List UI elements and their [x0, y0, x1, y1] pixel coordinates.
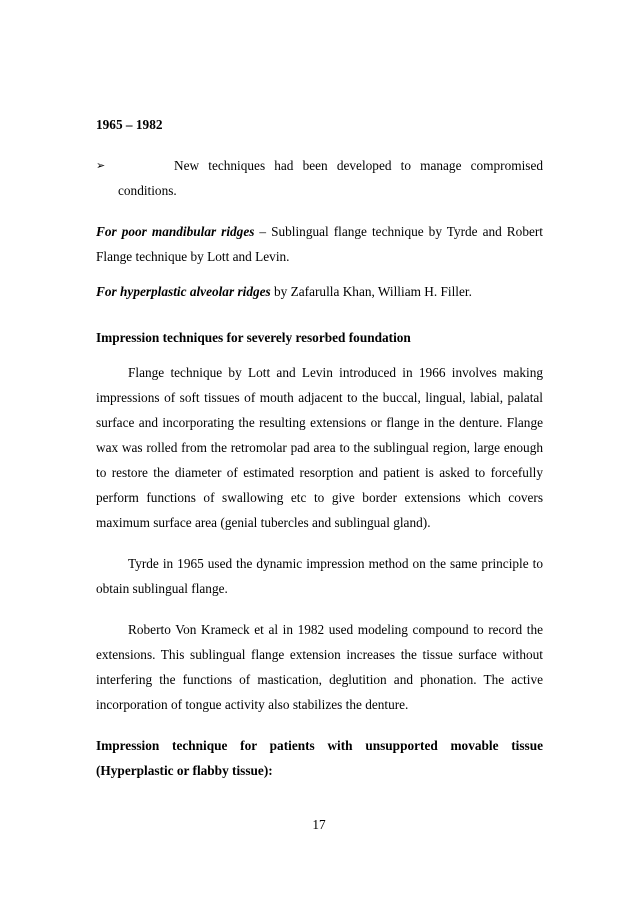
section-heading-unsupported: Impression technique for patients with unsupported movable tissue (Hyperplastic or flabby tissue):	[96, 738, 543, 778]
bullet-text: New techniques had been developed to manage compromised conditions.	[118, 158, 543, 198]
period-heading: 1965 – 1982	[96, 117, 163, 132]
section-heading-resorbed: Impression techniques for severely resorbed foundation	[96, 330, 411, 345]
paragraph-flange-technique: Flange technique by Lott and Levin introduced in 1966 involves making impressions of soft tissues of mouth adjacent to the buccal, lingual, labial, palatal surface and incorporating the resulting extensions or flange in the denture. Flange wax was rolled from the retromolar pad area to the sublingual region, large enough to restore the diameter of estimated resorption and patient is asked to forcefully perform functions of swallowing etc to give border extensions which covers maximum surface area (genial tubercles and sublingual gland).	[96, 365, 543, 530]
page-content	[96, 112, 543, 783]
paragraph-alveolar-ridges	[96, 279, 543, 304]
paragraph-tyrde: Tyrde in 1965 used the dynamic impression method on the same principle to obtain sublingual flange.	[96, 556, 543, 596]
alveolar-text: by Zafarulla Khan, William H. Filler.	[270, 284, 472, 299]
mandibular-text: – Sublingual flange technique by Tyrde and Robert Flange technique by Lott and Levin.	[96, 224, 543, 264]
bullet-item	[96, 153, 543, 203]
page-number: 17	[312, 817, 326, 832]
arrow-bullet-icon: ➢	[96, 159, 106, 172]
alveolar-label: For hyperplastic alveolar ridges	[96, 284, 271, 299]
paragraph-krameck: Roberto Von Krameck et al in 1982 used modeling compound to record the extensions. This sublingual flange extension increases the tissue surface without interfering the functions of mastication, deglutition and phonation. The active incorporation of tongue activity also stabilizes the denture.	[96, 622, 543, 712]
paragraph-mandibular-ridges	[96, 219, 543, 269]
mandibular-label: For poor mandibular ridges	[96, 224, 255, 239]
